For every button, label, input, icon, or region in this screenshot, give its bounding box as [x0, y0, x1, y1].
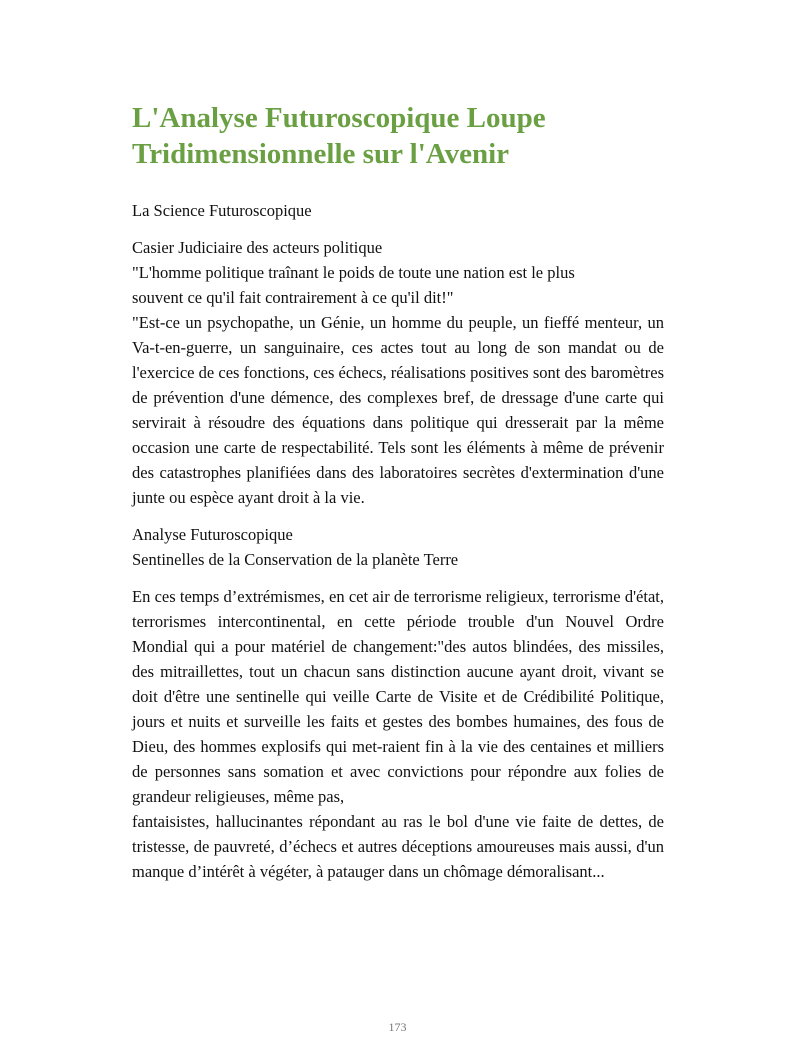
block-casier-judiciaire [132, 235, 664, 510]
block1-quote-line2: souvent ce qu'il fait contrairement à ce qu'il dit!" [132, 288, 454, 307]
block1-heading: Casier Judiciaire des acteurs politique [132, 238, 383, 257]
document-page [132, 100, 664, 884]
block1-quote-line1: "L'homme politique traînant le poids de toute une nation est le plus [132, 263, 575, 282]
document-title: L'Analyse Futuroscopique Loupe Tridimensionnelle sur l'Avenir [132, 102, 546, 170]
block2-body-part2: fantaisistes, hallucinantes répondant au ras le bol d'une vie faite de dettes, de tristesse, de pauvreté, d’échecs et autres déceptions amoureuses mais aussi, d'un manque d’intérêt à végéter, à patauger dans un chômage démoralisant... [132, 812, 664, 881]
block2-body-part1: En ces temps d’extrémismes, en cet air de terrorisme religieux, terrorisme d'état, terrorismes intercontinental, en cette période trouble d'un Nouvel Ordre Mondial qui a pour matériel de changement:"des autos blindées, des missiles, des mitraillettes, tout un chacun sans distinction aucune ayant droit, vivant se doit d'être une sentinelle qui veille Carte de Visite et de Crédibilité Politique, jours et nuits et surveille les faits et gestes des bombes humaines, des fous de Dieu, des hommes explosifs qui met-raient fin à la vie des centaines et milliers de personnes sans somation et avec convictions pour répondre aux folies de grandeur religieuses, même pas, [132, 587, 664, 806]
page-number: 173 [388, 1020, 407, 1034]
section-heading: La Science Futuroscopique [132, 201, 312, 220]
block1-body: "Est-ce un psychopathe, un Génie, un homme du peuple, un fieffé menteur, un Va-t-en-guerre, un sanguinaire, ces actes tout au long de son mandat ou de l'exercice de ces fonctions, ces échecs, réalisations positives sont des baromètres de prévention d'une démence, des complexes bref, de dressage d'une carte qui servirait à résoudre des équations dans politique qui dresserait par la même occasion une carte de respectabilité. Tels sont les éléments à même de prévenir des catastrophes planifiées dans des laboratoires secrètes d'extermination d'une junte ou espèce ayant droit à la vie. [132, 313, 664, 507]
block-analyse-futuroscopique [132, 522, 664, 884]
block1-quote [132, 260, 664, 310]
block2-heading1: Analyse Futuroscopique [132, 525, 293, 544]
block2-heading2: Sentinelles de la Conservation de la planète Terre [132, 550, 459, 569]
